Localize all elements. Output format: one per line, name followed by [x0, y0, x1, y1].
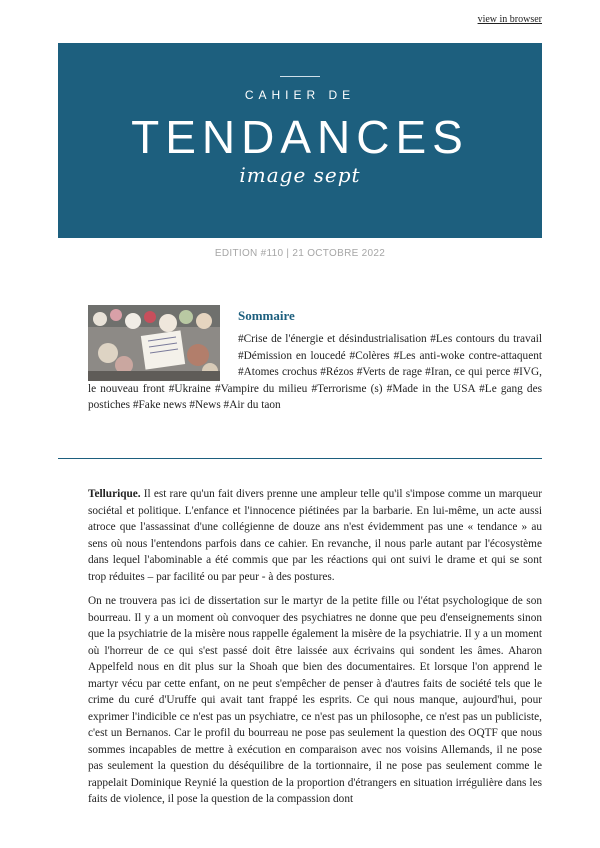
- banner-rule: [280, 76, 320, 77]
- header-banner: [58, 43, 542, 238]
- view-in-browser-link[interactable]: view in browser: [477, 14, 542, 25]
- sommaire-text-block: [88, 331, 542, 414]
- sommaire-title: Sommaire: [238, 308, 295, 323]
- banner-supertitle: CAHIER DE: [244, 88, 356, 102]
- thumb-float-spacer: [88, 331, 238, 379]
- section-divider: [58, 458, 542, 459]
- banner-signature-logo: image sept: [239, 163, 361, 187]
- edition-line: EDITION #110 | 21 OCTOBRE 2022: [214, 248, 386, 259]
- article-paragraph-1-text: Il est rare qu'un fait divers prenne une ampleur telle qu'il s'impose comme un marqueur sociétal et politique. L'enfance et l'innocence piétinées par la barbarie. En lui-même, un acte aussi atroce que l'assassinat d'une collégienne de douze ans n'est évidemment pas une « tendance » au sens où nous l'entendons parfois dans ce cahier. En revanche, il nous parle autant par l'écosystème dans lequel l'abominable a été commis que par les réactions qui ont suivi le drame et qui se sont trop réduites – par facilité ou par peur - à des postures.: [88, 488, 542, 583]
- banner-title: TENDANCES: [131, 111, 469, 163]
- sommaire-tags: #Crise de l'énergie et désindustrialisation #Les contours du travail #Démission en loucedé #Colères #Les anti-woke contre-attaquent #Atomes crochus #Rézos #Verts de rage #Iran, ce qui perce #IVG, le nouveau front #Ukraine #Vampire du milieu #Terrorisme (s) #Made in the USA #Le gang des postiches #Fake news #News #Air du taon: [88, 333, 542, 411]
- article-paragraph-2: On ne trouvera pas ici de dissertation sur le martyr de la petite fille ou l'état psychologique de son bourreau. Il y a un moment où convoquer des psychiatres ne donne que peu d'enseignements sinon que la psychiatrie de la misère nous rappelle également la misère de la psychiatrie. Il y a un moment où l'horreur de ce qui s'est passé doit être laissée aux écrivains qui sondent les âmes. Aharon Appelfeld nous en dit plus sur la Shoah que bien des documentaires. Et lorsque l'on apprend le martyr vécu par cette enfant, on ne peut s'empêcher de penser à d'autres faits de société tels que le crime du curé d'Uruffe qui avait tant frappé les esprits. Ce qui nous manque, aujourd'hui, pour exprimer l'indicible ce n'est pas un psychiatre, ce n'est pas un philosophe, ce n'est pas un publiciste, c'est un Bernanos. Car le profil du bourreau ne pose pas seulement la question des OQTF que nous sommes incapables de mettre à exécution en comparaison avec nos voisins Allemands, il ne pose pas seulement la question du déséquilibre de la tortionnaire, il ne pose pas seulement comme le rappelait Dominique Reynié la question de la proportion d'étrangers en situation irrégulière dans les faits de violence, il pose la question de la compassion dont: [88, 595, 542, 805]
- top-bar: [478, 14, 542, 25]
- article-body: [88, 486, 542, 816]
- article-paragraph-1: [88, 486, 542, 585]
- article-lead: Tellurique.: [88, 488, 141, 500]
